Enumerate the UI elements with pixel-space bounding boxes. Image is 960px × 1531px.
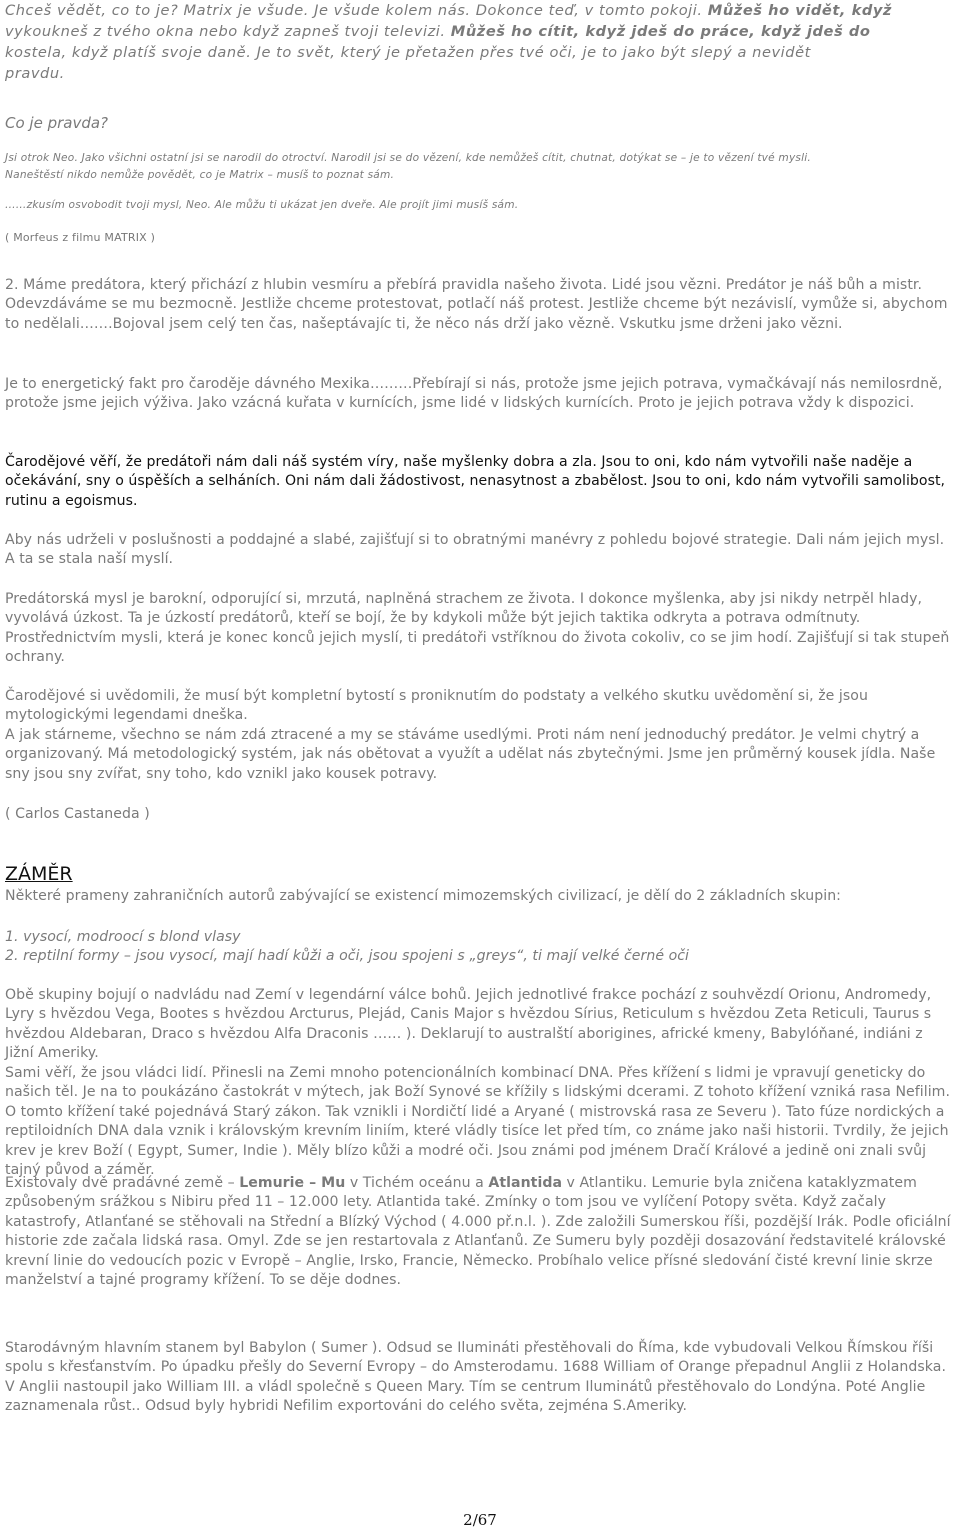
- intro-paragraph: [5, 0, 955, 84]
- zamer-heading: ZÁMĚR: [5, 863, 73, 885]
- zamer-p3: Existovaly dvě pradávné země – Lemurie – Mu v Tichém oceánu a Atlantida v Atlantiku. Lemurie byla zničena kataklyzmatem způsobeným srážkou s Nibiru před 11 – 12.000 lety. Atlantida také. Zmínky o tom jsou ve vylíčení Potopy světa. Když začaly katastrofy, Atlanťané se stěhovali na Střední a Blízký Východ ( 4.000 př.n.l. ). Zde založili Sumerskou říši, pozdější Irák. Podle oficiální historie zde začala lidská rasa. Omyl. Zde se jen restartovala z Atlanťanů. Ze Sumeru byly později dosazování ředstavitelé královské krevní linie do vedoucích pozic v Evropě – Anglie, Irsko, Francie, Německo. Probíhalo velice přísné sledování čisté krevní linie skrze manželství a tajné programy křížení. To se děje dodnes.: [5, 1175, 951, 1289]
- castaneda-p2: Je to energetický fakt pro čaroděje dávného Mexika………Přebírají si nás, protože jsme jejich potrava, vymačkávají nás nemilosrdně, protože jsme jejich výživa. Jako vzácná kuřata v kurnících, jsme lidé v lidských kurnících. Proto je jejich potrava vždy k dispozici.: [5, 376, 943, 412]
- zamer-p2: Sami věří, že jsou vládci lidí. Přinesli na Zemi mnoho potencionálních kombinací DNA. Přes křížení s lidmi je vpravují geneticky do našich těl. Je na to poukázáno častokrát v mýtech, jak Boží Synové se křížily s lidskými dcerami. Z tohoto křížení vzniká rasa Nefilim. O tomto křížení také pojednává Starý zákon. Tak vznikli i Nordičtí lidé a Aryané ( mistrovská rasa ze Severu ). Tato fúze nordických a reptiloidních DNA dala vznik i královským krevním liniím, které vládly tisíce let před tím, co známe jako naši historii. Tvrdily, že jejich krev je krev Boží ( Egypt, Sumer, Indie ). Měly blízo kůži a modré oči. Jsou známi pod jménem Dračí Králové a jedině oni znali svůj tajný původ a záměr.: [5, 1065, 950, 1179]
- zamer-list-2: 2. reptilní formy – jsou vysocí, mají hadí kůži a oči, jsou spojeni s „greys“, ti mají velké černé oči: [5, 948, 690, 964]
- castaneda-p6b: A jak stárneme, všechno se nám zdá ztracené a my se stáváme usedlými. Proti nám není jednoduchý predátor. Je velmi chytrý a organizovaný. Má metodologický systém, jak nás obětovat a využít a udělat nás zbytečnými. Jsme jen průměrný kousek jídla. Naše sny jsou sny zvířat, sny toho, kdo vznikl jako kousek potravy.: [5, 727, 936, 782]
- intro-line-3: kostela, když platíš svoje daně. Je to svět, který je přetažen přes tvé oči, je to jako být slepý a nevidět: [5, 44, 811, 61]
- castaneda-source: ( Carlos Castaneda ): [5, 806, 150, 822]
- co-je-pravda: Co je pravda?: [5, 114, 109, 132]
- quote-line-1: Jsi otrok Neo. Jako všichni ostatní jsi se narodil do otroctví. Narodil jsi se do vězení, kde nemůžeš cítit, chutnat, dotýkat se – je to vězení tvé mysli.: [5, 152, 811, 164]
- castaneda-p5: Predátorská mysl je barokní, odporující si, mrzutá, naplněná strachem ze života. I dokonce myšlenka, aby jsi nikdy netrpěl hlady, vyvolává úzkost. Ta je úzkostí predátorů, kteří se bojí, že by kdykoli může být jejich taktika odkryta a potrava odmítnuty. Prostřednictvím mysli, která je konec konců jejich myslí, ti predátoři vstříknou do života cokoliv, co se jim hodí. Zajišťují si tak stupeň ochrany.: [5, 591, 950, 666]
- intro-line-4: pravdu.: [5, 65, 65, 82]
- zamer-list-1: 1. vysocí, modroocí s blond vlasy: [5, 929, 241, 945]
- quote-source: ( Morfeus z filmu MATRIX ): [5, 231, 156, 244]
- castaneda-p3: Čarodějové věří, že predátoři nám dali náš systém víry, naše myšlenky dobra a zla. Jsou to oni, kdo nám vytvořili naše naděje a očekávání, sny o úspěších a selháních. Oni nám dali žádostivost, nenasytnost a zbabělost. Jsou to oni, kdo nám vytvořili samolibost, rutinu a egoismus.: [5, 454, 946, 509]
- castaneda-p4: Aby nás udrželi v poslušnosti a poddajné a slabé, zajišťují si to obratnými manévry z pohledu bojové strategie. Dali nám jejich mysl. A ta se stala naší myslí.: [5, 532, 945, 568]
- quote-line-3: ……zkusím osvobodit tvoji mysl, Neo. Ale můžu ti ukázat jen dveře. Ale projít jimi musíš sám.: [5, 199, 519, 211]
- zamer-intro: Některé prameny zahraničních autorů zabývající se existencí mimozemských civilizací, je dělí do 2 základních skupin:: [5, 888, 841, 904]
- quote-line-2: Naneštěstí nikdo nemůže povědět, co je Matrix – musíš to poznat sám.: [5, 169, 395, 181]
- matrix-quote: [5, 150, 955, 184]
- castaneda-p1: 2. Máme predátora, který přichází z hlubin vesmíru a přebírá pravidla našeho života. Lidé jsou vězni. Predátor je náš bůh a mistr. Odevzdáváme se mu bezmocně. Jestliže chceme protestovat, potlačí náš protest. Jestliže chceme být nezávislí, vymůže si, abychom to nedělali…….Bojoval jsem celý ten čas, našeptávajíc ti, že něco nás drží jako vězně. Vskutku jsme drženi jako vězni.: [5, 277, 948, 332]
- intro-line-2: vykoukneš z tvého okna nebo když zapneš tvoji televizi. Můžeš ho cítit, když jdeš do práce, když jdeš do: [5, 23, 871, 40]
- zamer-p1: Obě skupiny bojují o nadvládu nad Zemí v legendární válce bohů. Jejich jednotlivé frakce pochází z souhvězdí Orionu, Andromedy, Lyry s hvězdou Vega, Bootes s hvězdou Arcturus, Plejád, Canis Major s hvězdou Sírius, Reticulum s hvězdou Zeta Reticuli, Taurus s hvězdou Aldebaran, Draco s hvězdou Alfa Draconis …… ). Deklarují to australští aborigines, africké kmeny, Babylóňané, indiáni z Jižní Ameriky.: [5, 987, 932, 1062]
- intro-line-1: Chceš vědět, co to je? Matrix je všude. Je všude kolem nás. Dokonce teď, v tomto pokoji. Můžeš ho vidět, když: [5, 2, 892, 19]
- page-number: 2/67: [463, 1511, 497, 1529]
- castaneda-p6a: Čarodějové si uvědomili, že musí být kompletní bytostí s proniknutím do podstaty a velkého skutku uvědomění si, že jsou mytologickými legendami dneška.: [5, 688, 868, 724]
- zamer-p4: Starodávným hlavním stanem byl Babylon ( Sumer ). Odsud se Ilumináti přestěhovali do Říma, kde vybudovali Velkou Římskou říši spolu s křesťanstvím. Po úpadku přešly do Severní Evropy – do Amsterodamu. 1688 William of Orange přepadnul Anglii z Holandska. V Anglii nastoupil jako William III. a vládl společně s Queen Mary. Tím se centrum Iluminátů přestěhovalo do Londýna. Poté Anglie zaznamenala růst.. Odsud byly hybridi Nefilim exportováni do celého světa, zejména S.Ameriky.: [5, 1340, 946, 1415]
